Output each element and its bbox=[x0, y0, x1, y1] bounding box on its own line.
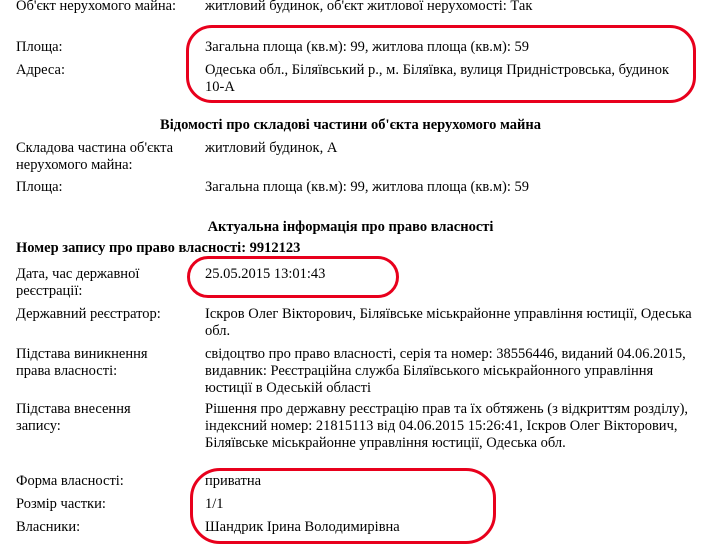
basis-value: свідоцтво про право власності, серія та номер: 38556446, виданий 04.06.2015, видавник: Реєстраційна служба Біляївського міськрайонного управління юстиції в Одеській області bbox=[205, 346, 686, 396]
highlight-reg-date bbox=[187, 256, 399, 298]
share-label: Розмір частки: bbox=[16, 496, 106, 512]
object-type-value: житловий будинок, об'єкт житлової нерухомості: Так bbox=[205, 0, 533, 14]
ownership-heading: Актуальна інформація про право власності bbox=[207, 219, 494, 235]
highlight-area-address bbox=[186, 25, 696, 103]
area-label: Площа: bbox=[16, 39, 63, 55]
component-part-value: житловий будинок, А bbox=[205, 140, 338, 156]
registrar-value: Іскров Олег Вікторович, Біляївське міськрайонне управління юстиції, Одеська обл. bbox=[205, 306, 692, 339]
registrar-label: Державний реєстратор: bbox=[16, 306, 161, 322]
ownership-form-value: приватна bbox=[205, 473, 262, 489]
reg-date-label: Дата, час державної реєстрації: bbox=[16, 266, 140, 299]
entry-basis-label: Підстава внесення запису: bbox=[16, 401, 131, 434]
component-area-label: Площа: bbox=[16, 179, 63, 195]
share-value: 1/1 bbox=[205, 496, 224, 512]
address-value: Одеська обл., Біляївський р., м. Біляївка, вулиця Придністровська, будинок 10-А bbox=[205, 62, 670, 95]
component-area-value: Загальна площа (кв.м): 99, житлова площа (кв.м): 59 bbox=[205, 179, 530, 195]
basis-label: Підстава виникнення права власності: bbox=[16, 346, 148, 379]
area-value: Загальна площа (кв.м): 99, житлова площа (кв.м): 59 bbox=[205, 39, 530, 55]
entry-basis-value: Рішення про державну реєстрацію прав та їх обтяжень (з відкриттям розділу), індексний номер: 21815113 від 04.06.2015 15:26:41, Іскров Олег Вікторович, Біляївське міськрайонне управління юстиції, Одеська обл. bbox=[205, 401, 689, 451]
components-heading: Відомості про складові частини об'єкта нерухомого майна bbox=[160, 117, 541, 133]
ownership-form-label: Форма власності: bbox=[16, 473, 124, 489]
component-part-label: Складова частина об'єкта нерухомого майна: bbox=[16, 140, 174, 173]
highlight-owner bbox=[190, 468, 496, 544]
object-type-label: Об'єкт нерухомого майна: bbox=[16, 0, 177, 14]
reg-date-value: 25.05.2015 13:01:43 bbox=[205, 266, 326, 282]
address-label: Адреса: bbox=[16, 62, 65, 78]
record-number: Номер запису про право власності: 9912123 bbox=[16, 240, 301, 256]
owners-value: Шандрик Ірина Володимирівна bbox=[205, 519, 400, 535]
owners-label: Власники: bbox=[16, 519, 81, 535]
